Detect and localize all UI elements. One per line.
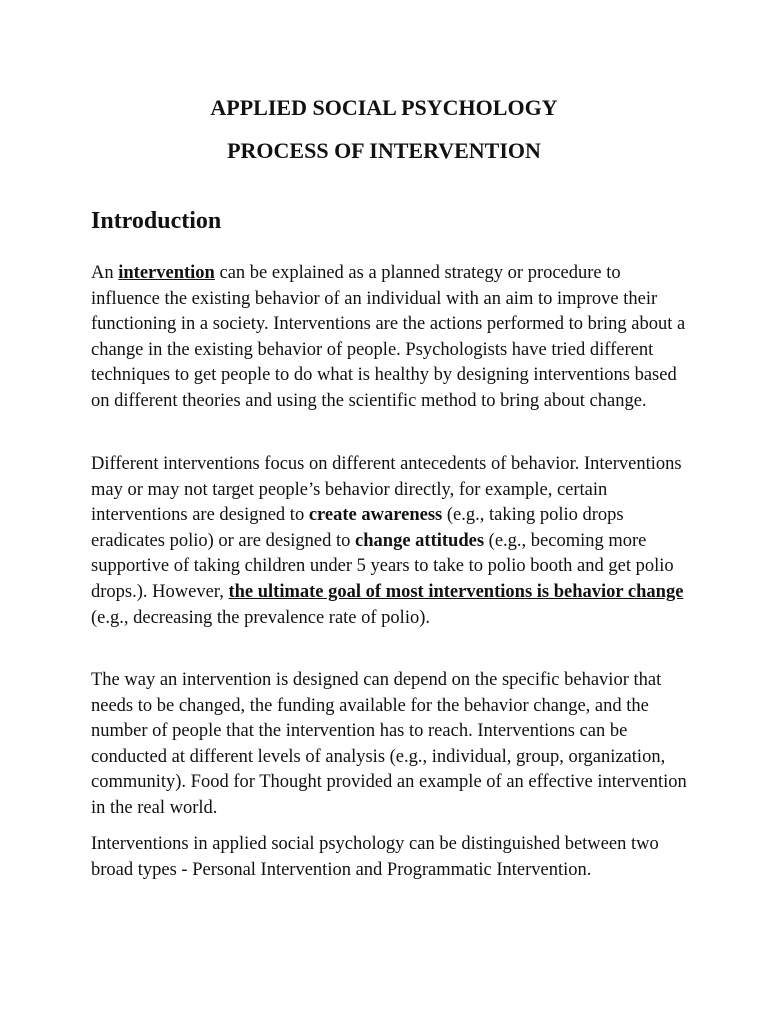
document-title: APPLIED SOCIAL PSYCHOLOGY — [210, 95, 558, 120]
p2-text-0: Different interventions focus on different antecedents of behavior. Interventions may or may not target people’s behavior directly, for example, certain interventions are designed to — [91, 454, 682, 526]
paragraph-definition — [91, 261, 691, 415]
p2-text-1: (e.g., taking polio drops eradicates polio) or are designed to — [91, 505, 624, 551]
term-create-awareness: create awareness — [308, 505, 443, 526]
term-change-attitudes: change attitudes — [355, 530, 485, 551]
section-heading-introduction: Introduction — [91, 208, 222, 234]
p2-text-2: (e.g., becoming more supportive of taking children under 5 years to take to polio booth and get polio drops.). However, — [91, 530, 674, 602]
paragraph-intervention-types: Interventions in applied social psychology can be distinguished between two broad types - Personal Intervention and Programmatic Intervention. — [91, 834, 659, 880]
p1-text-0: An — [91, 263, 119, 283]
emphasis-ultimate-goal: the ultimate goal of most interventions is behavior change — [228, 581, 684, 602]
p2-text-3: (e.g., decreasing the prevalence rate of polio). — [91, 607, 430, 628]
p1-text-1: can be explained as a planned strategy or procedure to influence the existing behavior of an individual with an aim to improve their functioning in a society. Interventions are the actions performed to bring about a change in the existing behavior of people. Psychologists have tried different techniques to get people to do what is healthy by designing interventions based on different theories and using the scientific method to bring about change. — [91, 263, 686, 411]
term-intervention: intervention — [118, 263, 215, 283]
document-subtitle: PROCESS OF INTERVENTION — [227, 138, 541, 163]
paragraph-antecedents — [91, 452, 691, 631]
paragraph-design-factors: The way an intervention is designed can depend on the specific behavior that needs to be changed, the funding available for the behavior change, and the number of people that the intervention has to reach. Interventions can be conducted at different levels of analysis (e.g., individual, group, organization, community). Food for Thought provided an example of an effective intervention in the real world. — [91, 670, 687, 818]
